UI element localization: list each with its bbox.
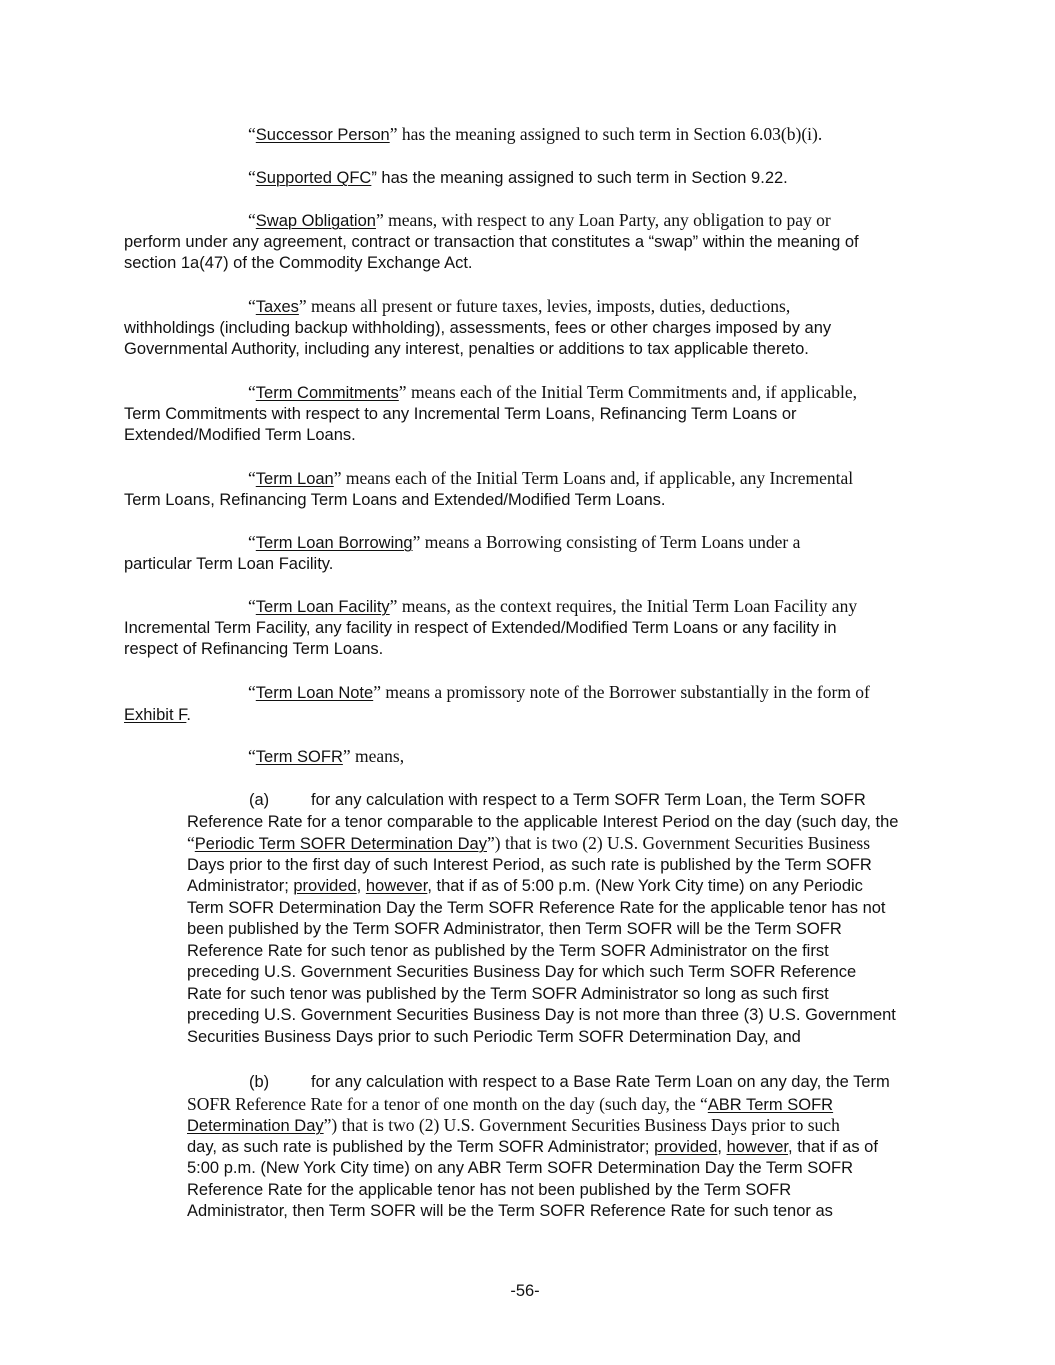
open-quote: “ — [248, 210, 256, 230]
defined-term: Term Loan Borrowing — [255, 534, 413, 552]
defined-term: Supported QFC — [255, 169, 372, 187]
clause-text: , — [717, 1137, 727, 1156]
however-term: however — [365, 877, 428, 895]
clause-text: Days prior to the first day of such Interest Period, as such rate is published by the Term SOFR — [187, 855, 872, 874]
definition-text: withholdings (including backup withholding), assessments, fees or other charges imposed by any — [124, 318, 832, 337]
definition-text: ” means all present or future taxes, levies, imposts, duties, deductions, — [298, 296, 791, 316]
defined-term: Term Commitments — [255, 384, 399, 402]
page-number: -56- — [510, 1282, 540, 1300]
open-quote: “ — [187, 833, 195, 853]
definition-text: ” has the meaning assigned to such term in Section 9.22. — [371, 169, 788, 187]
however-term: however — [726, 1137, 789, 1156]
open-quote: “ — [248, 746, 256, 766]
definition-text: perform under any agreement, contract or transaction that constitutes a “swap” within the meaning of — [124, 232, 859, 251]
definition-supported-qfc — [124, 167, 788, 189]
defined-term: Determination Day — [187, 1117, 324, 1135]
defined-term: Periodic Term SOFR Determination Day — [194, 835, 487, 853]
definition-text: . — [186, 705, 191, 724]
provided-term: provided — [293, 877, 357, 895]
clause-text: preceding U.S. Government Securities Business Day is not more than three (3) U.S. Government — [187, 1006, 896, 1024]
definition-text: ” means a Borrowing consisting of Term Loans under a — [412, 532, 801, 552]
clause-text: day, as such rate is published by the Term SOFR Administrator; — [187, 1137, 655, 1156]
clause-b — [187, 1072, 890, 1223]
clause-text: preceding U.S. Government Securities Business Day for which such Term SOFR Reference — [187, 963, 857, 981]
exhibit-reference: Exhibit F — [124, 705, 187, 724]
clause-text: SOFR Reference Rate for a tenor of one month on the day (such day, the “ — [187, 1093, 708, 1114]
clause-text: , that if as of — [788, 1137, 878, 1156]
open-quote: “ — [248, 682, 256, 702]
definition-text: Incremental Term Facility, any facility in respect of Extended/Modified Term Loans or any facility in — [124, 618, 837, 637]
clause-text: Administrator; — [187, 877, 294, 895]
clause-text: Rate for such tenor was published by the Term SOFR Administrator so long as such first — [187, 984, 829, 1003]
clause-text: , that if as of 5:00 p.m. (New York City time) on any Periodic — [427, 877, 863, 895]
definition-text: ” means, with respect to any Loan Party, any obligation to pay or — [375, 210, 831, 230]
defined-term: Term SOFR — [255, 748, 343, 766]
defined-term: Taxes — [255, 298, 299, 316]
clause-label: (a) — [249, 791, 270, 809]
defined-term: Term Loan Facility — [255, 598, 390, 616]
definition-term-loan-borrowing — [124, 532, 800, 575]
clause-text: for any calculation with respect to a Base Rate Term Loan on any day, the Term — [311, 1073, 890, 1091]
definition-text: section 1a(47) of the Commodity Exchange Act. — [124, 254, 473, 272]
open-quote: “ — [248, 596, 256, 616]
definition-text: respect of Refinancing Term Loans. — [124, 640, 384, 658]
definition-text: Extended/Modified Term Loans. — [124, 426, 356, 444]
defined-term: ABR Term SOFR — [707, 1095, 834, 1114]
open-quote: “ — [248, 167, 256, 187]
definition-taxes — [124, 296, 831, 361]
definition-text: ” has the meaning assigned to such term in Section 6.03(b)(i). — [389, 124, 823, 144]
definition-term-sofr — [124, 746, 404, 768]
definition-text: Governmental Authority, including any interest, penalties or additions to tax applicable thereto. — [124, 340, 809, 358]
clause-label: (b) — [249, 1073, 270, 1091]
open-quote: “ — [248, 468, 256, 488]
open-quote: “ — [248, 124, 256, 144]
clause-text: Administrator, then Term SOFR will be the Term SOFR Reference Rate for such tenor as — [187, 1202, 833, 1220]
definition-term-commitments — [124, 382, 857, 447]
defined-term: Term Loan — [255, 470, 334, 488]
clause-text: been published by the Term SOFR Administrator, then Term SOFR will be the Term SOFR — [187, 920, 842, 938]
open-quote: “ — [248, 296, 256, 316]
definition-text: Term Commitments with respect to any Incremental Term Loans, Refinancing Term Loans or — [124, 404, 797, 423]
definition-term-loan-note — [124, 682, 870, 725]
definition-text: ” means a promissory note of the Borrower substantially in the form of — [373, 682, 870, 702]
definition-text: particular Term Loan Facility. — [124, 554, 334, 573]
definition-term-loan — [124, 468, 853, 511]
clause-text: , — [356, 877, 366, 895]
clause-text: Reference Rate for such tenor as published by the Term SOFR Administrator on the first — [187, 941, 829, 960]
definition-swap-obligation — [124, 210, 859, 275]
definition-text: ” means each of the Initial Term Commitments and, if applicable, — [398, 382, 857, 402]
definition-text: Term Loans, Refinancing Term Loans and Extended/Modified Term Loans. — [124, 490, 666, 509]
clause-text: Reference Rate for the applicable tenor has not been published by the Term SOFR — [187, 1180, 792, 1199]
defined-term: Term Loan Note — [255, 684, 374, 702]
definition-term-loan-facility — [124, 596, 857, 661]
clause-text: 5:00 p.m. (New York City time) on any ABR Term SOFR Determination Day the Term SOFR — [187, 1159, 854, 1177]
clause-text: ”) that is two (2) U.S. Government Securities Business Days prior to such — [323, 1115, 840, 1135]
clause-text: ”) that is two (2) U.S. Government Securities Business — [487, 833, 871, 853]
clause-text: for any calculation with respect to a Term SOFR Term Loan, the Term SOFR — [311, 791, 866, 809]
provided-term: provided — [654, 1137, 718, 1156]
definition-text: ” means each of the Initial Term Loans and, if applicable, any Incremental — [333, 468, 854, 488]
clause-a — [187, 790, 898, 1048]
open-quote: “ — [248, 532, 256, 552]
clause-text: Reference Rate for a tenor comparable to the applicable Interest Period on the day (such day, the — [187, 812, 899, 831]
definition-text: ” means, as the context requires, the Initial Term Loan Facility any — [389, 596, 858, 616]
defined-term: Swap Obligation — [255, 212, 376, 230]
clause-text: Securities Business Days prior to such Periodic Term SOFR Determination Day, and — [187, 1027, 801, 1046]
open-quote: “ — [248, 382, 256, 402]
clause-text: Term SOFR Determination Day the Term SOFR Reference Rate for the applicable tenor has not — [187, 898, 886, 917]
definition-successor-person — [124, 124, 822, 146]
definition-text: ” means, — [342, 746, 405, 766]
defined-term: Successor Person — [255, 126, 390, 144]
